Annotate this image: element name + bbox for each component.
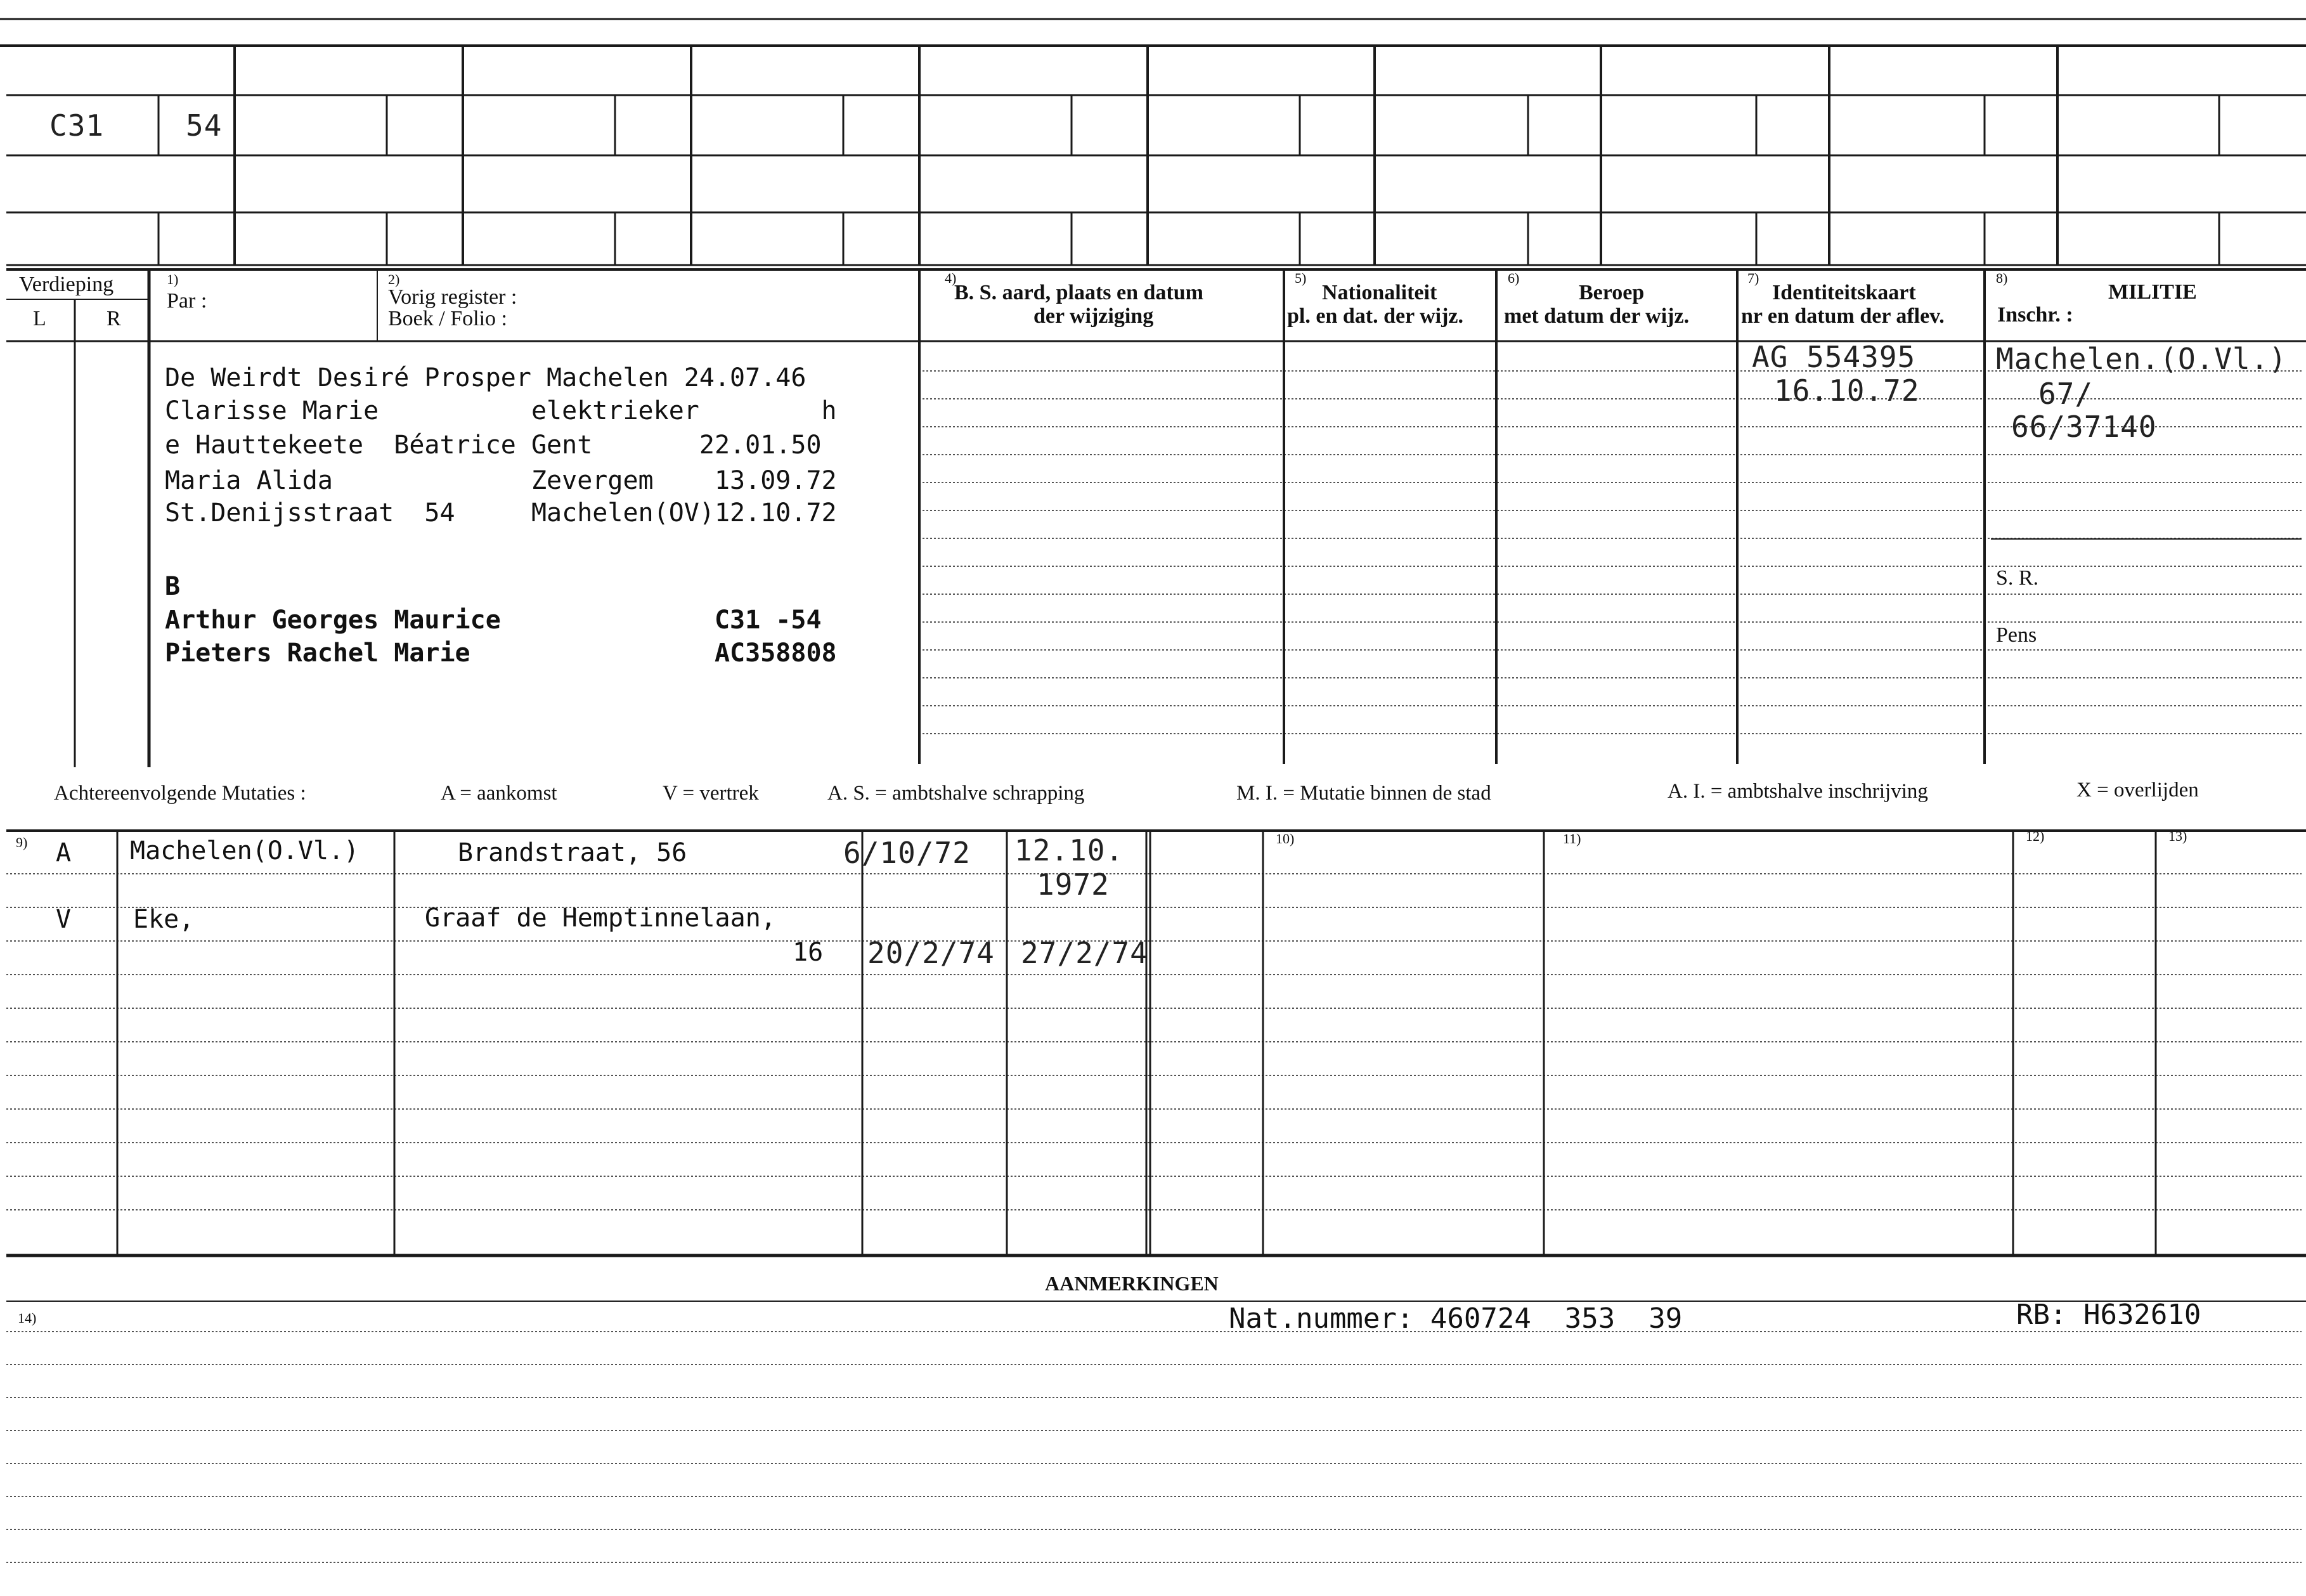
identiteitskaart-header: Identiteitskaart: [1772, 281, 1916, 304]
mutation-row-1-date2: 12.10.: [1014, 833, 1124, 867]
mutation-row-1-street: Brandstraat, 56: [458, 838, 687, 867]
mutaties-legend-x: X = overlijden: [2076, 779, 2199, 801]
pens-label: Pens: [1996, 623, 2037, 647]
col-note-4: 4): [945, 270, 957, 286]
mutation-row-2-street: Graaf de Hemptinnelaan,: [425, 904, 776, 933]
nat-nummer: Nat.nummer: 460724 353 39: [1229, 1302, 1683, 1335]
mutation-row-1-type: A: [56, 838, 72, 867]
mutaties-legend-mi: M. I. = Mutatie binnen de stad: [1236, 782, 1491, 805]
top-grid-number: 54: [186, 108, 223, 143]
beroep-subheader: met datum der wijz.: [1504, 304, 1690, 328]
mutaties-legend-ai: A. I. = ambtshalve inschrijving: [1668, 780, 1928, 803]
militie-year: 67/: [2038, 377, 2094, 411]
mutaties-title: Achtereenvolgende Mutaties :: [54, 782, 306, 805]
identity-card-number: AG 554395: [1752, 340, 1916, 374]
person-line-8: Pieters Rachel Marie AC358808: [165, 639, 837, 668]
person-line-3: e Hauttekeete Béatrice Gent 22.01.50: [165, 431, 822, 460]
verdieping-l: L: [33, 307, 46, 330]
mutation-row-2-date2: 27/2/74: [1021, 936, 1148, 970]
identiteitskaart-subheader: nr en datum der aflev.: [1741, 304, 1945, 328]
mutation-row-2-date1: 20/2/74: [867, 936, 995, 970]
col-note-6: 6): [1508, 270, 1520, 286]
vorig-register-label: Vorig register :: [388, 285, 517, 309]
verdieping-r: R: [107, 307, 121, 330]
mutaties-legend-a: A = aankomst: [441, 782, 557, 805]
mutation-row-2-type: V: [56, 905, 72, 934]
person-line-4: Maria Alida Zevergem 13.09.72: [165, 466, 837, 495]
col-note-7: 7): [1747, 270, 1759, 286]
person-line-2: Clarisse Marie elektrieker h: [165, 396, 837, 425]
militie-header: MILITIE: [2108, 280, 2197, 304]
inschr-label: Inschr. :: [1997, 303, 2073, 327]
mutaties-legend-as: A. S. = ambtshalve schrapping: [827, 782, 1085, 805]
identity-card-date: 16.10.72: [1774, 373, 1920, 408]
militie-place: Machelen.(O.Vl.): [1996, 342, 2288, 376]
mutation-row-1-date1: 6/10/72: [843, 836, 971, 870]
boek-folio-label: Boek / Folio :: [388, 307, 507, 330]
col-note-8: 8): [1996, 270, 2008, 286]
person-line-1: De Weirdt Desiré Prosper Machelen 24.07.46: [165, 363, 806, 393]
nationaliteit-header: Nationaliteit: [1322, 281, 1437, 304]
col-note-2: 2): [388, 271, 400, 287]
mutaties-legend-v: V = vertrek: [663, 782, 759, 805]
aanmerkingen-title: AANMERKINGEN: [1045, 1272, 1219, 1295]
beroep-header: Beroep: [1579, 281, 1645, 304]
rb-number: RB: H632610: [2016, 1299, 2201, 1331]
mut-col-note-11: 11): [1563, 831, 1581, 847]
bs-header-line2: der wijziging: [1033, 304, 1154, 328]
militie-ref: 66/37140: [2011, 410, 2157, 444]
mutation-row-2-street-number: 16: [793, 938, 824, 967]
person-line-5: St.Denijsstraat 54 Machelen(OV)12.10.72: [165, 498, 837, 528]
par-label: Par :: [167, 289, 207, 313]
bs-header-line1: B. S. aard, plaats en datum: [954, 281, 1203, 304]
mutation-row-1-place: Machelen(O.Vl.): [130, 836, 360, 866]
sr-label: S. R.: [1996, 566, 2039, 590]
person-line-7: Arthur Georges Maurice C31 -54: [165, 606, 822, 635]
mut-col-note-10: 10): [1276, 831, 1295, 847]
nationaliteit-subheader: pl. en dat. der wijz.: [1287, 304, 1463, 328]
mutation-row-1-date2-year: 1972: [1037, 867, 1110, 902]
col-note-1: 1): [167, 271, 179, 287]
person-line-6: B: [165, 572, 181, 601]
mut-col-note-12: 12): [2026, 828, 2045, 844]
verdieping-label: Verdieping: [19, 273, 114, 296]
mut-col-note-13: 13): [2168, 828, 2187, 844]
col-note-5: 5): [1295, 270, 1307, 286]
mutation-row-2-place: Eke,: [133, 905, 195, 934]
aanmerkingen-note-14: 14): [18, 1310, 37, 1326]
top-grid-code: C31: [49, 108, 105, 143]
mut-col-note-9: 9): [16, 834, 28, 850]
